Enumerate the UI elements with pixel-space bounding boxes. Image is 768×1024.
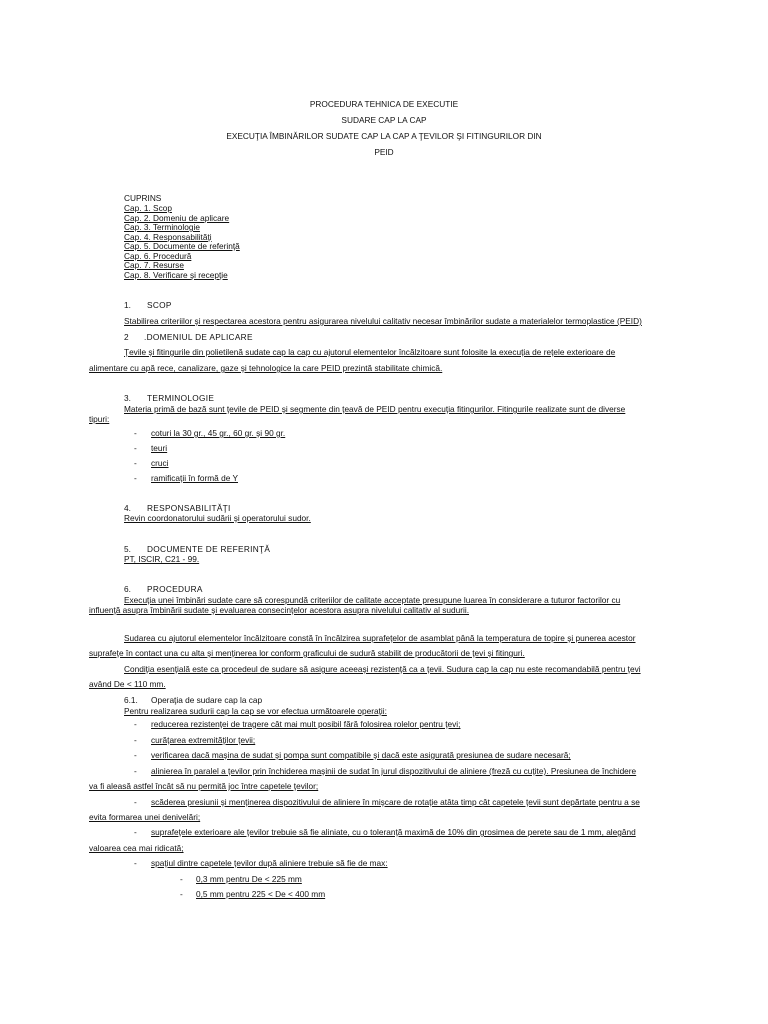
- toc-item-7[interactable]: Cap. 7. Resurse: [124, 260, 184, 270]
- op-dash-7: -: [134, 858, 137, 868]
- s3-dash-4: -: [134, 473, 137, 483]
- op-dash-5: -: [134, 797, 137, 807]
- toc-heading: CUPRINS: [124, 193, 162, 203]
- op-dash-2: -: [134, 735, 137, 745]
- subop-dash-2: -: [180, 889, 183, 899]
- s3-num: 3.: [124, 393, 131, 403]
- op-dash-3: -: [134, 750, 137, 760]
- s3-item-2: teuri: [151, 443, 168, 453]
- s3-title: TERMINOLOGIE: [147, 393, 215, 403]
- title-line-4: PEID: [374, 147, 394, 157]
- op-item-1: reducerea rezistenţei de tragere cât mai mult posibil fără folosirea rolelor pentru ţevi;: [151, 719, 461, 729]
- toc-item-2[interactable]: Cap. 2. Domeniu de aplicare: [124, 212, 230, 223]
- s2-text-2: alimentare cu apă rece, canalizare, gaze şi tehnologice la care PEID prezintă stabilitate chimică.: [89, 363, 443, 373]
- op-dash-4: -: [134, 766, 137, 776]
- s6-1-title: Operaţia de sudare cap la cap: [151, 695, 263, 705]
- s3-text-2: tipuri:: [89, 414, 110, 424]
- s5-title: DOCUMENTE DE REFERINŢĂ: [147, 544, 271, 554]
- s6-p2-line1: Sudarea cu ajutorul elementelor încălzitoare constă în încălzirea suprafeţelor de asamblat până la temperatura de topire şi punerea acestor: [124, 633, 636, 643]
- s1-title: SCOP: [147, 300, 172, 310]
- s2-text-1: Ţevile şi fitingurile din polietilenă sudate cap la cap cu ajutorul elementelor încălzitoare sunt folosite la execuţia de reţele exterioare de: [124, 347, 616, 357]
- op-item-5-line1: scăderea presiunii şi menţinerea dispozitivului de aliniere în mişcare de rotaţie atâta timp cât capetele ţevii sunt depărtate pentru a se: [151, 797, 640, 807]
- s3-text-1: Materia primă de bază sunt ţevile de PEID şi segmente din ţeavă de PEID pentru execuţia fitingurilor. Fitingurile realizate sunt de diverse: [124, 404, 626, 414]
- subop-item-1: 0,3 mm pentru De < 225 mm: [196, 874, 302, 884]
- s3-dash-1: -: [134, 428, 137, 438]
- op-item-7: spaţiul dintre capetele ţevilor după aliniere trebuie să fie de max:: [151, 858, 388, 868]
- s4-num: 4.: [124, 503, 131, 513]
- op-dash-6: -: [134, 827, 137, 837]
- toc-item-3[interactable]: Cap. 3. Terminologie: [124, 222, 200, 232]
- op-item-3: verificarea dacă maşina de sudat şi pompa sunt compatibile şi dacă este asigurată presiunea de sudare necesară;: [151, 750, 571, 760]
- s6-p1-line1: Execuţia unei îmbinări sudate care să corespundă criteriilor de calitate acceptate presupune luarea în considerare a tuturor factorilor cu: [124, 595, 621, 605]
- toc-item-6[interactable]: Cap. 6. Procedură: [124, 250, 192, 261]
- toc-item-1[interactable]: Cap. 1. Scop: [124, 203, 172, 213]
- s4-text: Revin coordonatorului sudării şi operatorului sudor.: [124, 513, 311, 523]
- op-item-4-line1: alinierea în paralel a ţevilor prin închiderea maşinii de sudat în jurul dispozitivului de aliniere (freză cu cuţite). Presiunea de închidere: [151, 766, 637, 776]
- s2-num: 2: [124, 332, 129, 342]
- s6-num: 6.: [124, 584, 131, 594]
- op-item-6-line1: suprafeţele exterioare ale ţevilor trebuie să fie aliniate, cu o toleranţă maximă de 10% din grosimea de perete sau de 1 mm, alegând: [151, 827, 636, 837]
- toc-item-4[interactable]: Cap. 4. Responsabilităţi: [124, 231, 212, 242]
- s5-num: 5.: [124, 544, 131, 554]
- s3-item-3: cruci: [151, 458, 169, 468]
- title-line-3: EXECUŢIA ÎMBINĂRILOR SUDATE CAP LA CAP A ŢEVILOR ŞI FITINGURILOR DIN: [226, 131, 542, 141]
- op-item-4-line2: va fi aleasă astfel încât să nu permită joc între capetele ţevilor;: [89, 781, 319, 791]
- title-line-1: PROCEDURA TEHNICA DE EXECUTIE: [309, 99, 459, 109]
- s6-1-intro: Pentru realizarea sudurii cap la cap se vor efectua următoarele operaţii:: [124, 706, 387, 716]
- s5-text: PT, ISCIR, C21 - 99.: [124, 554, 200, 564]
- op-item-2: curăţarea extremităţilor ţevii;: [151, 735, 256, 745]
- toc-item-8[interactable]: Cap. 8. Verificare şi recepţie: [124, 269, 228, 280]
- s6-p3-line1: Condiţia esenţială este ca procedeul de sudare să asigure aceeaşi rezistenţă ca a ţevii. Sudura cap la cap nu este recomandabilă pentru ţevi: [124, 664, 641, 674]
- s6-p2-line2: suprafeţe în contact una cu alta şi menţinerea lor conform graficului de sudură stabilit de producătorii de ţevi şi fitinguri.: [89, 648, 525, 658]
- op-item-5-line2: evita formarea unei denivelări;: [89, 812, 201, 822]
- s6-p1-line2: influenţă asupra îmbinării sudate şi evaluarea consecinţelor acestora asupra nivelului calitativ al sudurii.: [89, 605, 470, 615]
- toc-item-5[interactable]: Cap. 5. Documente de referinţă: [124, 241, 240, 251]
- s3-item-1: coturi la 30 gr., 45 gr., 60 gr. şi 90 gr.: [151, 428, 286, 438]
- s3-dash-2: -: [134, 443, 137, 453]
- s1-text: Stabilirea criteriilor şi respectarea acestora pentru asigurarea nivelului calitativ necesar îmbinărilor sudate a materialelor termoplastice (PEID): [124, 316, 642, 326]
- s1-num: 1.: [124, 300, 131, 310]
- toc-list: [124, 204, 240, 280]
- s4-title: RESPONSABILITĂŢI: [147, 503, 231, 513]
- op-item-6-line2: valoarea cea mai ridicată;: [89, 843, 184, 853]
- s6-p3-line2: având De < 110 mm.: [89, 679, 166, 689]
- s6-title: PROCEDURA: [147, 584, 203, 594]
- s2-title: .DOMENIUL DE APLICARE: [144, 332, 253, 342]
- title-line-2: SUDARE CAP LA CAP: [341, 115, 427, 125]
- s6-1-num: 6.1.: [124, 695, 138, 705]
- subop-dash-1: -: [180, 874, 183, 884]
- subop-item-2: 0,5 mm pentru 225 < De < 400 mm: [196, 889, 326, 899]
- op-dash-1: -: [134, 719, 137, 729]
- s3-item-4: ramificaţii în formă de Y: [151, 473, 238, 483]
- s3-dash-3: -: [134, 458, 137, 468]
